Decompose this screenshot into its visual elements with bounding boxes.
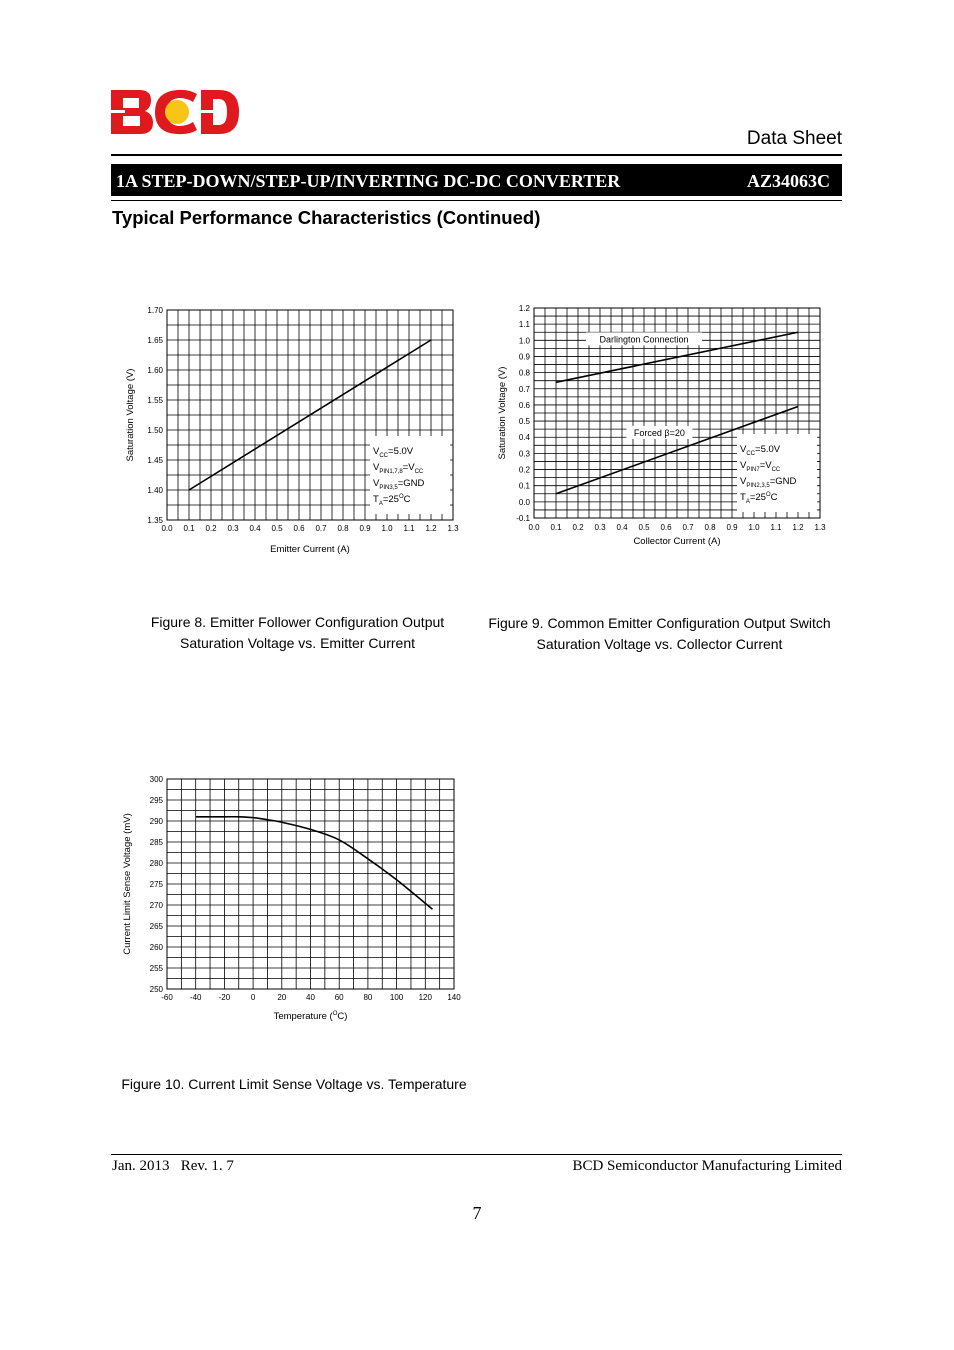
y-tick-label: 0.5 [518, 417, 530, 427]
legend-main: V [373, 478, 380, 489]
y-tick-label: 1.70 [147, 306, 163, 315]
footer-company: BCD Semiconductor Manufacturing Limited [572, 1158, 842, 1174]
x-tick-label: 0 [250, 993, 256, 1002]
footer-rule [111, 1154, 842, 1155]
legend-main: V [373, 446, 380, 457]
y-axis-label: Current Limit Sense Voltage (mV) [122, 813, 133, 955]
legend-main: V [740, 444, 747, 455]
y-tick-label: 0.8 [518, 368, 530, 378]
x-tick-label: 0.2 [572, 523, 584, 532]
x-tick-label: 60 [334, 993, 344, 1002]
y-tick-label: 300 [149, 775, 163, 784]
y-tick-label: 1.1 [518, 320, 530, 330]
x-tick-label: 1.0 [748, 523, 760, 532]
y-tick-label: 0.4 [518, 433, 530, 443]
part-number: AZ34063C [746, 171, 830, 191]
legend-main: V [373, 462, 380, 473]
legend-sub2: CC [771, 467, 781, 473]
y-tick-label: 0.3 [518, 449, 530, 459]
legend-rest: =25 [749, 492, 766, 503]
figure-9-caption-line2: Saturation Voltage vs. Collector Current [536, 636, 783, 652]
y-tick-label: 295 [149, 796, 163, 805]
legend-sub: A [745, 499, 750, 505]
y-tick-label: 0.2 [518, 465, 530, 475]
y-tick-label: 1.65 [147, 336, 163, 345]
y-tick-label: 1.40 [147, 486, 163, 495]
y-tick-label: 1.60 [147, 366, 163, 375]
x-tick-label: 0.0 [161, 524, 173, 533]
legend-sub: CC [379, 453, 389, 459]
x-tick-label: 40 [306, 993, 315, 1002]
annotation-label: Forced β=20 [633, 428, 685, 438]
x-tick-label: 1.2 [792, 523, 804, 532]
x-axis-label-sup: O [332, 1011, 338, 1017]
x-tick-label: 1.0 [381, 524, 393, 533]
x-tick-label: 120 [418, 993, 432, 1002]
y-tick-label: 255 [149, 964, 163, 973]
y-tick-label: 1.35 [147, 516, 163, 525]
y-tick-label: 1.55 [147, 396, 163, 405]
chart-3 [122, 775, 461, 1022]
x-tick-label: -40 [189, 993, 202, 1002]
legend-sub: PIN2,3,5 [746, 483, 770, 489]
y-tick-label: 1.0 [518, 336, 530, 346]
x-tick-label: 0.8 [704, 523, 716, 532]
x-tick-label: 0.9 [726, 523, 738, 532]
x-tick-label: 20 [277, 993, 287, 1002]
legend-main: T [373, 494, 379, 505]
x-tick-label: 0.1 [183, 524, 195, 533]
y-tick-label: 0.0 [518, 497, 530, 507]
x-axis-label [274, 1011, 348, 1022]
x-tick-label: 80 [363, 993, 373, 1002]
x-tick-label: 100 [389, 993, 404, 1002]
x-tick-label: 1.2 [425, 524, 437, 533]
page-number: 7 [472, 1203, 482, 1223]
x-axis-label-end: C) [337, 1011, 348, 1022]
legend-sub: CC [746, 451, 756, 457]
y-tick-label: 0.7 [518, 384, 530, 394]
y-tick-label: 0.6 [518, 400, 530, 410]
footer-date-revision: Jan. 2013 Rev. 1. 7 [112, 1158, 234, 1174]
legend-rest: =GND [769, 476, 797, 487]
figure-10-caption [110, 1074, 478, 1095]
doc-title: 1A STEP-DOWN/STEP-UP/INVERTING DC-DC CONVERTER [116, 171, 621, 191]
y-tick-label: 0.1 [518, 481, 530, 491]
y-tick-label: 260 [149, 943, 163, 952]
legend-sub: PIN3,5 [379, 485, 398, 491]
chart-2 [497, 304, 826, 547]
y-tick-label: 280 [149, 859, 163, 868]
y-tick-label: -0.1 [516, 514, 530, 523]
y-tick-label: 1.2 [518, 304, 530, 313]
legend-rest2: C [770, 492, 778, 503]
x-tick-label: 0.7 [682, 523, 694, 532]
x-tick-label: 1.1 [403, 524, 415, 533]
y-tick-label: 250 [149, 985, 163, 994]
y-tick-label: 265 [149, 922, 163, 931]
legend-sup: O [765, 492, 771, 498]
legend-rest: =V [402, 462, 415, 473]
figure-9-caption-line1: Figure 9. Common Emitter Configuration Output Switch [488, 615, 831, 631]
x-tick-label: 1.1 [770, 523, 782, 532]
x-tick-label: 0.0 [528, 523, 540, 532]
legend-rest2: C [403, 494, 411, 505]
figure-8-caption [135, 612, 460, 654]
figure-8-caption-line2: Saturation Voltage vs. Emitter Current [180, 635, 415, 651]
x-tick-label: -60 [161, 993, 173, 1002]
legend-sub: PIN1,7,8 [379, 469, 403, 475]
x-tick-label: 0.1 [550, 523, 562, 532]
y-tick-label: 0.9 [518, 352, 530, 362]
doc-type: Data Sheet [746, 128, 842, 149]
x-tick-label: 0.6 [660, 523, 672, 532]
x-tick-label: 1.3 [814, 523, 826, 532]
chart-1 [125, 306, 459, 555]
x-axis-label-main: Temperature ( [273, 1011, 333, 1022]
x-tick-label: 0.6 [293, 524, 305, 533]
y-axis-label: Saturation Voltage (V) [125, 368, 136, 462]
y-tick-label: 290 [149, 817, 163, 826]
legend-main: V [740, 476, 747, 487]
legend-sub: PIN7 [746, 467, 760, 473]
x-tick-label: 0.7 [315, 524, 327, 533]
x-axis-label: Collector Current (A) [633, 536, 721, 547]
legend-rest: =5.0V [755, 444, 781, 455]
figure-9-caption [478, 613, 841, 655]
y-tick-label: 1.45 [147, 456, 163, 465]
figure-8-caption-line1: Figure 8. Emitter Follower Configuration Output [150, 614, 445, 630]
legend-sub: A [378, 501, 383, 507]
figure-10-caption-line1: Figure 10. Current Limit Sense Voltage vs. Temperature [121, 1076, 467, 1092]
x-tick-label: 0.3 [594, 523, 606, 532]
legend-sup: O [398, 494, 404, 500]
x-tick-label: 0.2 [205, 524, 217, 533]
x-tick-label: 140 [447, 993, 461, 1002]
legend-rest: =5.0V [388, 446, 414, 457]
x-axis-label: Emitter Current (A) [270, 544, 350, 555]
x-tick-label: 0.5 [271, 524, 283, 533]
y-axis-label: Saturation Voltage (V) [497, 366, 508, 460]
legend-main: T [740, 492, 746, 503]
y-tick-label: 285 [149, 838, 163, 847]
annotation-label: Darlington Connection [599, 334, 689, 345]
y-tick-label: 270 [149, 901, 163, 910]
legend-rest: =GND [397, 478, 425, 489]
section-title: Typical Performance Characteristics (Continued) [112, 207, 541, 228]
legend-rest: =V [759, 460, 772, 471]
x-tick-label: -20 [218, 993, 231, 1002]
x-tick-label: 0.8 [337, 524, 349, 533]
x-tick-label: 0.4 [616, 523, 628, 532]
x-tick-label: 0.5 [638, 523, 650, 532]
legend-rest: =25 [382, 494, 399, 505]
x-tick-label: 0.3 [227, 524, 239, 533]
y-tick-label: 275 [149, 880, 163, 889]
x-tick-label: 0.9 [359, 524, 371, 533]
x-tick-label: 0.4 [249, 524, 261, 533]
y-tick-label: 1.50 [147, 426, 163, 435]
x-tick-label: 1.3 [447, 524, 459, 533]
legend-sub2: CC [414, 469, 424, 475]
legend-main: V [740, 460, 747, 471]
